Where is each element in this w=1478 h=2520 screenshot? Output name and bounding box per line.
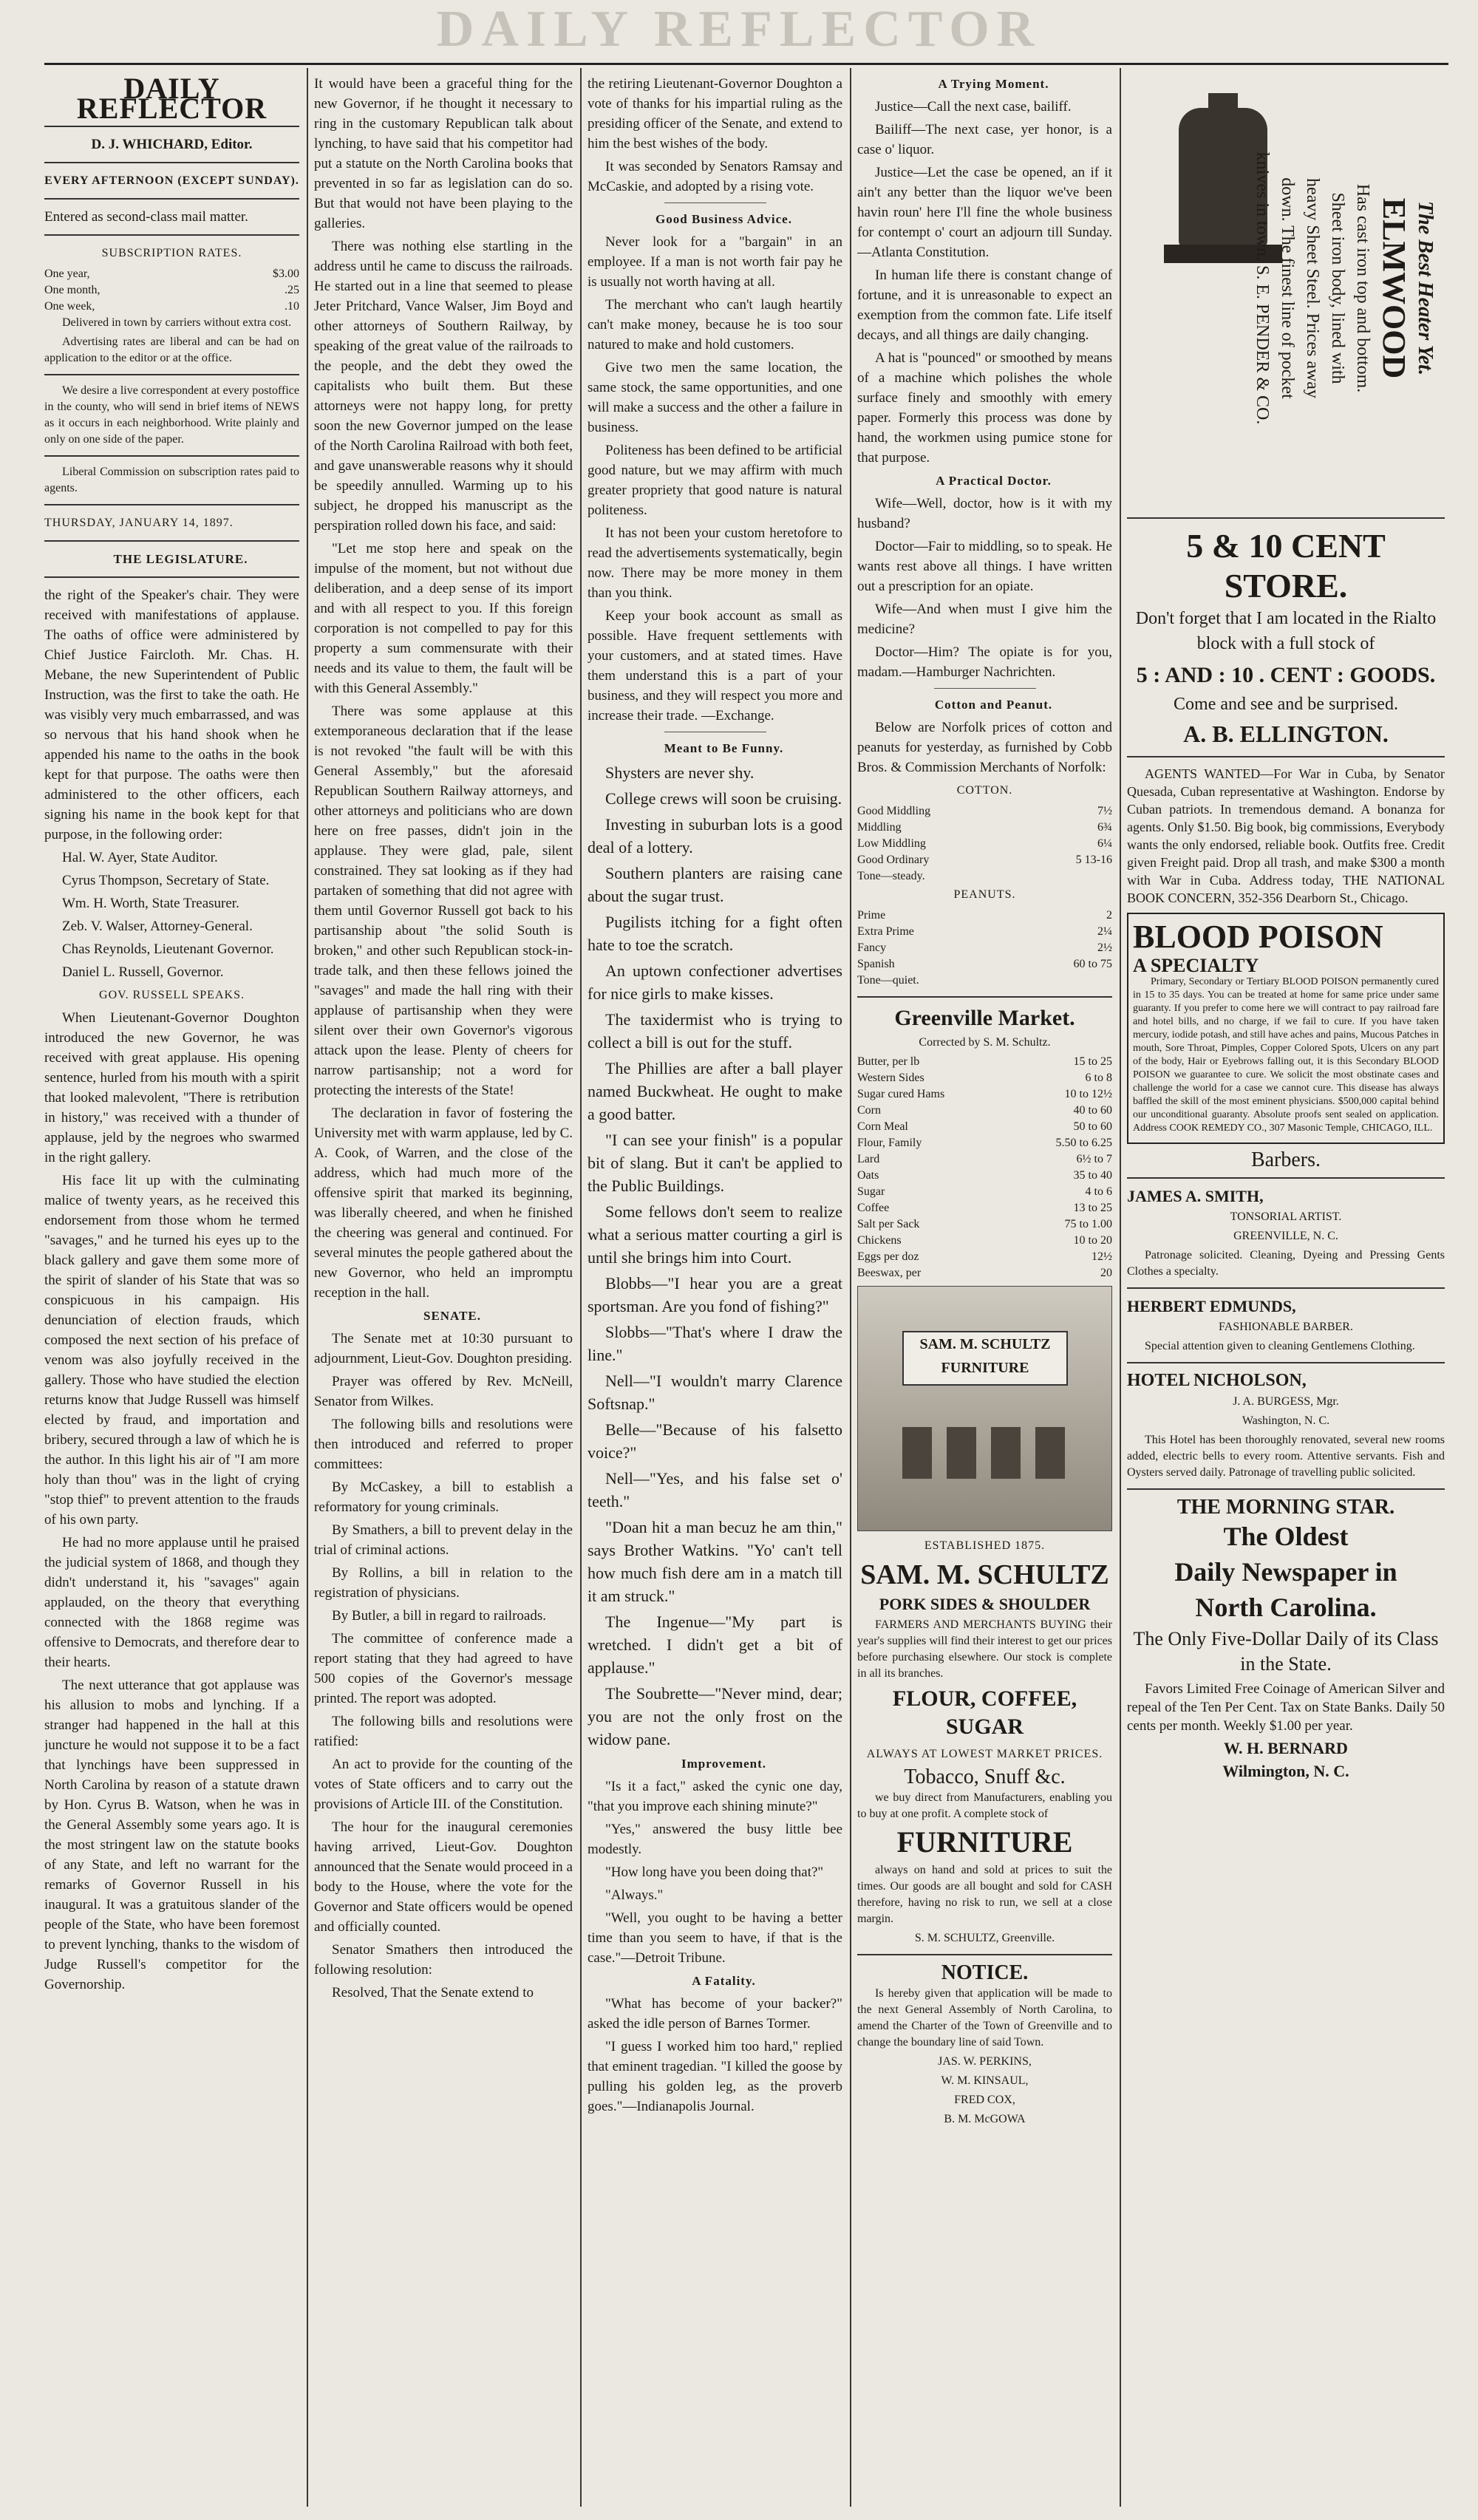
blood-poison-sub: A SPECIALTY: [1133, 955, 1259, 976]
joke: College crews will soon be cruising.: [605, 789, 842, 808]
flour-line: FLOUR, COFFEE, SUGAR: [892, 1686, 1077, 1739]
notice-paragraph: Is hereby given that application will be made to the next General Assembly of North Carolina, to amend the Charter of the Town of Greenville and to change the boundary line of said Town.: [857, 1987, 1112, 2049]
article-paragraph: "I guess I worked him too hard," replied that eminent tragedian. "I killed the goose by pulling his golden leg, as the proverb goes."—Indianapolis Journal.: [588, 2039, 842, 2114]
price-row: Chickens 10 to 20: [857, 1234, 1112, 1247]
paper-title: DAILY REFLECTOR: [76, 74, 268, 125]
elmwood-line: Sheet iron body, lined with: [1328, 192, 1347, 384]
edmunds-name: HERBERT EDMUNDS,: [1127, 1297, 1296, 1315]
price-row: Sugar cured Hams 10 to 12½: [857, 1088, 1112, 1100]
rate-row: One year, $3.00: [44, 268, 299, 280]
price-row: Butter, per lb 15 to 25: [857, 1055, 1112, 1068]
hotel-paragraph: This Hotel has been thoroughly renovated, several new rooms added, electric bells to every room. Attentive servants. Fish and Oysters served daily. Patronage of travelling public solicited.: [1127, 1434, 1445, 1479]
price-row: Corn 40 to 60: [857, 1104, 1112, 1117]
article-paragraph: The following bills and resolutions were then introduced and referred to proper committees:: [314, 1417, 573, 1472]
article-paragraph: The declaration in favor of fostering the University met with warm applause, led by C. A. Cook, of Warren, and the close of the address, which had much more of the offensive spirit that marked its beginning, was liberally cheered, and when he finished the cheering was general and continued. For several minutes the people gathered about the new Governor, who held an impromptu reception in the hall.: [314, 1106, 573, 1301]
advice-paragraph: Never look for a "bargain" in an employee. If a man is not worth fair pay he is usually not worth having at all.: [588, 234, 842, 290]
subscription-heading: SUBSCRIPTION RATES.: [101, 247, 242, 259]
article-paragraph: the retiring Lieutenant-Governor Doughton a vote of thanks for his impartial ruling as the presiding officer of the Senate, and extend to him the best wishes of the body.: [588, 76, 842, 151]
article-paragraph: "Let me stop here and speak on the impulse of the moment, but not without due deliberation, and a deep sense of its import and with all respect to you. If this foreign corporation is not compelled to pay for this property a sum commensurate with their needs and its value to them, the fault will be with this General Assembly.": [314, 541, 573, 696]
joke: Slobbs—"That's where I draw the line.": [588, 1323, 842, 1364]
divider: [857, 996, 1112, 998]
article-paragraph: Bailiff—The next case, yer honor, is a case o' liquor.: [857, 122, 1112, 157]
price-row: Prime 2: [857, 909, 1112, 922]
star-only: The Only Five-Dollar Daily of its Class in the State.: [1133, 1628, 1439, 1675]
smith-paragraph: Patronage solicited. Cleaning, Dyeing and Pressing Gents Clothes a specialty.: [1127, 1249, 1445, 1278]
entered-line: Entered as second-class mail matter.: [44, 209, 248, 225]
article-paragraph: An act to provide for the counting of the votes of State officers and to carry out the provisions of Article III. of the Constitution.: [314, 1757, 573, 1812]
column-rule: [850, 68, 851, 2507]
building-window: [902, 1427, 932, 1479]
article-paragraph: Prayer was offered by Rev. McNeill, Senator from Wilkes.: [314, 1374, 573, 1409]
schultz-sub: PORK SIDES & SHOULDER: [879, 1595, 1091, 1613]
officer-line: Chas Reynolds, Lieutenant Governor.: [62, 941, 274, 957]
divider: [1127, 517, 1445, 519]
article-paragraph: the right of the Speaker's chair. They were received with manifestations of applause. The oaths of office were administered by Chief Justice Faircloth. Mr. Chas. H. Mebane, the new Superintendent of Public Instruction, was the first to take the oath. He was visibly very much embarrassed, and was so nervous that his hand shook when he appended his name to the oaths in the book kept for that purpose. The oaths were then administered to the other officers, each signing his name in the book kept for that purpose, in the following order:: [44, 588, 299, 842]
notice-signature: FRED COX,: [954, 2094, 1015, 2106]
price-row: Lard 6½ to 7: [857, 1153, 1112, 1165]
divider: [934, 688, 1036, 689]
tobacco-line: Tobacco, Snuff &c.: [904, 1765, 1066, 1788]
elmwood-line: heavy Sheet Steel. Prices away: [1303, 178, 1322, 398]
joke: Nell—"Yes, and his false set o' teeth.": [588, 1469, 842, 1511]
article-paragraph: Doctor—Fair to middling, so to speak. He wants rest above all things. I have written out a prescription for an opiate.: [857, 539, 1112, 594]
edmunds-sub: FASHIONABLE BARBER.: [1219, 1321, 1353, 1333]
market-heading: Greenville Market.: [894, 1006, 1075, 1030]
price-row: Beeswax, per 20: [857, 1267, 1112, 1279]
elmwood-vertical-text: [1253, 74, 1437, 503]
fatality-heading: A Fatality.: [692, 1974, 756, 1988]
price-row: Flour, Family 5.50 to 6.25: [857, 1137, 1112, 1149]
issue-date: THURSDAY, JANUARY 14, 1897.: [44, 517, 234, 529]
market-subheading: Corrected by S. M. Schultz.: [919, 1036, 1051, 1049]
article-paragraph: "Well, you ought to be having a better time than you seem to have, if that is the case."—Detroit Tribune.: [588, 1910, 842, 1966]
furniture-line: FURNITURE: [896, 1825, 1073, 1859]
divider: [44, 126, 299, 127]
article-paragraph: A hat is "pounced" or smoothed by means of a machine which polishes the whole surface finely and smoothly with emery paper. Formerly this process was done by hand, the workmen using pumice stone for that purpose.: [857, 350, 1112, 466]
notice-heading: NOTICE.: [941, 1961, 1029, 1984]
store-paragraph: Don't forget that I am located in the Rialto block with a full stock of: [1135, 609, 1437, 653]
building-window: [947, 1427, 976, 1479]
trying-heading: A Trying Moment.: [938, 77, 1049, 91]
price-row: Salt per Sack 75 to 1.00: [857, 1218, 1112, 1230]
editor-line: D. J. WHICHARD, Editor.: [91, 137, 253, 152]
divider: [1127, 1362, 1445, 1363]
cotton-heading: Cotton and Peanut.: [934, 698, 1053, 712]
store-building-illustration: [857, 1286, 1112, 1531]
cotton-table: [857, 803, 1112, 885]
price-row: Eggs per doz 12½: [857, 1250, 1112, 1263]
article-paragraph: "How long have you been doing that?": [605, 1865, 824, 1880]
divider: [44, 198, 299, 200]
article-paragraph: The next utterance that got applause was his allusion to mobs and lynching. If a stranger had happened in the hall at this juncture he would not suppose it to be a fact that lynchings have been suppressed in North Carolina by reason of a statute drawn by Hon. Cyrus B. Watson, when he was in the General Assembly some years ago. It is the most stringent law on the statute books of any State, and left no warrant for the remarks of Governor Russell in his inaugural. It was a gratuitous slander of the people of the State, who have been foremost to prevent lynching, thanks to the wisdom of Judge Russell's competitor for the Governorship.: [44, 1678, 299, 1992]
store-surprised: Come and see and be surprised.: [1174, 695, 1398, 714]
advice-paragraph: Politeness has been defined to be artificial good nature, but we may affirm with much greater propriety that good nature is natural politeness.: [588, 443, 842, 518]
advice-paragraph: It has not been your custom heretofore to read the advertisements systematically, begin now. There may be more money in them than you think.: [588, 525, 842, 601]
divider: [44, 504, 299, 505]
building-sign-name: SAM. M. SCHULTZ: [919, 1336, 1051, 1352]
price-row: Sugar 4 to 6: [857, 1185, 1112, 1198]
advice-heading: Good Business Advice.: [655, 212, 792, 226]
cotton-subheading: COTTON.: [956, 784, 1013, 797]
advice-paragraph: Keep your book account as small as possible. Have frequent settlements with your customers, and at stated times. Have them understand this is a part of your business, and they will respect you more and increase their trade. —Exchange.: [588, 608, 842, 723]
divider: [664, 202, 766, 203]
article-paragraph: The committee of conference made a report stating that they had agreed to have 500 copies of the Governor's message printed. The report was adopted.: [314, 1631, 573, 1706]
commission-text: Liberal Commission on subscription rates paid to agents.: [44, 466, 299, 494]
joke: Southern planters are raising cane about the sugar trust.: [588, 864, 842, 905]
schultz-name: SAM. M. SCHULTZ: [860, 1559, 1109, 1590]
smith-name: JAMES A. SMITH,: [1127, 1187, 1264, 1205]
smith-sub: TONSORIAL ARTIST.: [1230, 1210, 1342, 1223]
rates-table: [44, 266, 299, 315]
article-paragraph: The following bills and resolutions were ratified:: [314, 1714, 573, 1749]
article-paragraph: Doctor—Him? The opiate is for you, madam.—Hamburger Nachrichten.: [857, 644, 1112, 680]
building-sign: [902, 1331, 1068, 1386]
column-3: [588, 74, 842, 2505]
article-paragraph: There was nothing else startling in the address until he came to discuss the railroads. He started out in a line that seemed to please Jeter Pritchard, Vance Walser, Jim Boyd and other attorneys of Southern Railway, by speaking of the great value of the railroads to the people, and the debt they owed the capitalists who built them. But these attorneys were not happy long, for pretty soon the new Governor jumped on the lease of the North Carolina Railroad with both feet, and gave unanswerable reasons why it should be speedily annulled. Warming up to his subject, he dropped his manuscript as the perspiration rolled down his face, and said:: [314, 239, 573, 534]
officer-line: Zeb. V. Walser, Attorney-General.: [62, 919, 253, 934]
price-row: Spanish 60 to 75: [857, 958, 1112, 970]
star-line: The Oldest: [1223, 1522, 1349, 1551]
article-paragraph: When Lieutenant-Governor Doughton introduced the new Governor, he was received with great applause. His opening sentence, hurled from his mouth with a spirit that looked malevolent, "There is retribution in history," was received with a thunder of applause, jeld by the negroes who swarmed in the right gallery.: [44, 1010, 299, 1165]
joke: "I can see your finish" is a popular bit of slang. But it can't be applied to the Public Buildings.: [588, 1131, 842, 1195]
edmunds-paragraph: Special attention given to cleaning Gentlemens Clothing.: [1145, 1340, 1415, 1352]
agents-wanted-ad: AGENTS WANTED—For War in Cuba, by Senator Quesada, Cuban representative at Washington. Endorse by Cuban patriots. In tremendous demand. A bonanza for agents. Only $1.50. Big book, big commissions, Everybody wants the only endorsed, reliable book. Outfits free. Credit given Freight paid. Drop all trash, and make $300 a month with War in Cuba. Address today, THE NATIONAL BOOK CONCERN, 352-356 Dearborn St., Chicago.: [1127, 766, 1445, 905]
tobacco-paragraph: we buy direct from Manufacturers, enabling you to buy at one profit. A complete stock of: [857, 1791, 1112, 1820]
established-line: ESTABLISHED 1875.: [924, 1539, 1046, 1552]
joke: "Doan hit a man becuz he am thin," says Brother Watkins. "Yo' can't tell how much fish dere am in a match till it am struck.": [588, 1518, 842, 1605]
article-paragraph: By Butler, a bill in regard to railroads.: [332, 1608, 546, 1624]
gov-speaks-heading: GOV. RUSSELL SPEAKS.: [99, 989, 245, 1001]
joke: The Ingenue—"My part is wretched. I didn't get a bit of applause.": [588, 1613, 842, 1677]
notice-signature: B. M. McGOWA: [944, 2113, 1026, 2125]
article-paragraph: By Rollins, a bill in relation to the registration of physicians.: [314, 1565, 573, 1601]
divider: [44, 162, 299, 163]
elmwood-tagline: The Best Heater Yet.: [1414, 201, 1437, 375]
hotel-name: HOTEL NICHOLSON,: [1127, 1371, 1307, 1390]
column-2: [314, 74, 573, 2505]
officer-line: Hal. W. Ayer, State Auditor.: [62, 850, 218, 865]
ellington-name: A. B. ELLINGTON.: [1183, 721, 1389, 747]
article-paragraph: The hour for the inaugural ceremonies having arrived, Lieut-Gov. Doughton announced that the Senate would proceed in a body to the House, where the vote for the Governor and State officers would be opened and officially counted.: [314, 1819, 573, 1935]
article-paragraph: Resolved, That the Senate extend to: [332, 1985, 534, 2000]
store-goods: 5 : AND : 10 . CENT : GOODS.: [1136, 663, 1436, 687]
advice-paragraph: Give two men the same location, the same stock, the same opportunities, and one will make a success and the other a failure in business.: [588, 360, 842, 435]
article-paragraph: Justice—Let the case be opened, an if it ain't any better than the liquor we've been havin roun' here I'll fine the whole business for contempt o' court an adjourn till Sunday.—Atlanta Constitution.: [857, 165, 1112, 260]
officer-line: Daniel L. Russell, Governor.: [62, 964, 224, 980]
article-paragraph: By Smathers, a bill to prevent delay in the trial of criminal actions.: [314, 1522, 573, 1558]
joke: Shysters are never shy.: [605, 763, 755, 782]
building-sign-furniture: FURNITURE: [941, 1360, 1029, 1376]
officer-line: Wm. H. Worth, State Treasurer.: [62, 896, 239, 911]
article-paragraph: It was seconded by Senators Ramsay and McCaskie, and adopted by a rising vote.: [588, 159, 842, 194]
star-heading: THE MORNING STAR.: [1176, 1496, 1395, 1519]
divider: [1127, 756, 1445, 757]
joke: The Soubrette—"Never mind, dear; you are not the only frost on the widow pane.: [588, 1684, 842, 1748]
elmwood-line: down. The finest line of pocket: [1278, 177, 1297, 399]
furniture-paragraph: always on hand and sold at prices to suit the times. Our goods are all bought and sold for CASH therefore, having no risk to run, we sell at a close margin.: [857, 1864, 1112, 1925]
article-paragraph: "Yes," answered the busy little bee modestly.: [588, 1822, 842, 1857]
joke: An uptown confectioner advertises for nice girls to make kisses.: [588, 961, 842, 1003]
elmwood-line: knives in town. S. E. PENDER & CO.: [1253, 151, 1272, 425]
store-heading: 5 & 10 CENT STORE.: [1186, 527, 1386, 605]
price-row: Oats 35 to 40: [857, 1169, 1112, 1182]
rate-row: One month, .25: [44, 284, 299, 296]
column-5: [1127, 74, 1445, 2505]
price-row: Western Sides 6 to 8: [857, 1072, 1112, 1084]
delivered-text: Delivered in town by carriers without extra cost.: [62, 316, 292, 329]
article-paragraph: By McCaskey, a bill to establish a reformatory for young criminals.: [314, 1479, 573, 1515]
notice-signature: W. M. KINSAUL,: [941, 2074, 1029, 2087]
star-signature: W. H. BERNARD: [1224, 1739, 1348, 1757]
funny-heading: Meant to Be Funny.: [664, 741, 784, 755]
top-rule: [44, 63, 1448, 65]
column-rule: [307, 68, 308, 2507]
price-row: Good Middling 7½: [857, 805, 1112, 817]
divider: [44, 374, 299, 375]
price-row: Tone—quiet.: [857, 974, 919, 987]
article-paragraph: Wife—Well, doctor, how is it with my husband?: [857, 496, 1112, 531]
blood-poison-text: Primary, Secondary or Tertiary BLOOD POISON permanently cured in 15 to 35 days. You can be treated at home for same price under same guaranty. If you prefer to come here we will contract to pay railroad fare and hotel bills, and no charge, if we fail to cure. If you have taken mercury, iodide potash, and still have aches and pains, Mucous Patches in mouth, Sore Throat, Pimples, Copper Colored Spots, Ulcers on any part of the body, Hair or Eyebrows falling out, it is this Secondary BLOOD POISON we guarantee to cure. We solicit the most obstinate cases and challenge the world for a case we cannot cure. This disease has always baffled the skill of the most eminent physicians. $500,000 capital behind our unconditional guaranty. Absolute proofs sent sealed on application. Address COOK REMEDY CO., 307 Masonic Temple, CHICAGO, ILL.: [1133, 976, 1439, 1134]
article-paragraph: "Always.": [605, 1887, 664, 1903]
bleed-through-masthead: DAILY REFLECTOR: [436, 1, 1042, 58]
price-row: Low Middling 6¼: [857, 837, 1112, 850]
rate-row: One week, .10: [44, 300, 299, 313]
elmwood-text-block: [1250, 74, 1437, 503]
hotel-location: Washington, N. C.: [1242, 1414, 1330, 1427]
market-table: [857, 1054, 1112, 1281]
joke: Pugilists itching for a fight often hate to toe the scratch.: [588, 913, 842, 954]
article-paragraph: Below are Norfolk prices of cotton and peanuts for yesterday, as furnished by Cobb Bros. & Commission Merchants of Norfolk:: [857, 720, 1112, 775]
star-paragraph: Favors Limited Free Coinage of American Silver and repeal of the Ten Per Cent. Tax on State Banks. Daily 50 cents per month. Weekly $1.00 per year.: [1127, 1681, 1445, 1734]
blood-poison-title: BLOOD POISON: [1133, 919, 1383, 955]
divider: [44, 540, 299, 542]
schultz-paragraph: FARMERS AND MERCHANTS BUYING their year's supplies will find their interest to get our prices before purchasing elsewhere. Our stock is complete in all its branches.: [857, 1618, 1112, 1680]
funny-section: [588, 761, 842, 1751]
blood-poison-ad: [1127, 913, 1445, 1144]
price-row: Extra Prime 2¼: [857, 925, 1112, 938]
peanut-table: [857, 907, 1112, 989]
article-paragraph: In human life there is constant change of fortune, and it is unreasonable to expect an exemption from the common fate. Life itself decays, and all things are daily changing.: [857, 268, 1112, 343]
price-row: Good Ordinary 5 13-16: [857, 854, 1112, 866]
officer-line: Cyrus Thompson, Secretary of State.: [62, 873, 270, 888]
schedule-line: EVERY AFTERNOON (EXCEPT SUNDAY).: [44, 174, 299, 187]
senate-heading: SENATE.: [423, 1309, 481, 1323]
price-row: Middling 6¾: [857, 821, 1112, 834]
price-row: Fancy 2½: [857, 941, 1112, 954]
price-row: Coffee 13 to 25: [857, 1202, 1112, 1214]
joke: Blobbs—"I hear you are a great sportsman. Are you fond of fishing?": [588, 1274, 842, 1315]
legislature-heading: THE LEGISLATURE.: [113, 552, 248, 566]
advice-paragraph: The merchant who can't laugh heartily can't make money, because he is too sour natured to make and hold customers.: [588, 297, 842, 353]
star-location: Wilmington, N. C.: [1222, 1762, 1349, 1780]
article-paragraph: It would have been a graceful thing for the new Governor, if he thought it necessary to ring in the customary Republican talk about lynching, to have said that his competitor had put a statute on the North Carolina books that prevented in so far as legislation can do so. But that would not have been playing to the galleries.: [314, 76, 573, 231]
column-rule: [580, 68, 582, 2507]
smith-location: GREENVILLE, N. C.: [1233, 1230, 1338, 1242]
hotel-manager: J. A. BURGESS, Mgr.: [1233, 1395, 1339, 1408]
divider: [44, 234, 299, 236]
elmwood-ad: [1127, 74, 1445, 510]
improvement-heading: Improvement.: [681, 1757, 767, 1771]
column-rule: [1120, 68, 1121, 2507]
star-line: North Carolina.: [1195, 1593, 1377, 1622]
advertising-text: Advertising rates are liberal and can be had on application to the editor or at the office.: [44, 336, 299, 364]
divider: [44, 455, 299, 457]
correspondent-text: We desire a live correspondent at every postoffice in the county, who will send in brief items of NEWS as it occurs in each neighborhood. Write plainly and only on one side of the paper.: [44, 384, 299, 446]
divider: [857, 1954, 1112, 1955]
joke: The Phillies are after a ball player named Buckwheat. He ought to make a good batter.: [588, 1059, 842, 1123]
elmwood-line: Has cast iron top and bottom.: [1353, 183, 1372, 393]
article-paragraph: There was some applause at this extemporaneous declaration that if the lease is not revoked "the fault will be with this General Assembly," but the aforesaid Republican Southern Railway attorneys, and other attorneys and politicians who are down here on free passes, didn't join in the applause. They were glad, pale, silent constrained. They sat looking as if they had partaken of something that did not agree with them until Governor Russell got back to his partisanship about "the solid South is broken," and other such Republican stock-in-trade talk, and then these fellows joined the "savages" and made the hall ring with their applause of partisanship when they were silent over their own Governor's vigorous attack upon the lease. Plenty of cheers for narrow partisanship; not a word for protecting the interests of the State!: [314, 704, 573, 1098]
divider: [1127, 1177, 1445, 1179]
article-paragraph: Justice—Call the next case, bailiff.: [875, 99, 1072, 115]
column-1: [44, 74, 299, 2505]
building-window: [991, 1427, 1021, 1479]
divider: [1127, 1287, 1445, 1289]
price-row: Tone—steady.: [857, 870, 925, 882]
joke: The taxidermist who is trying to collect a bill is out for the stuff.: [588, 1010, 842, 1052]
article-paragraph: Senator Smathers then introduced the following resolution:: [314, 1942, 573, 1978]
article-paragraph: The Senate met at 10:30 pursuant to adjournment, Lieut-Gov. Doughton presiding.: [314, 1331, 573, 1366]
divider: [1127, 1488, 1445, 1490]
price-row: Corn Meal 50 to 60: [857, 1120, 1112, 1133]
article-paragraph: His face lit up with the culminating malice of twenty years, as he received this endorsement from those whom he termed "savages," and he turned his eyes up to the black gallery and gave them some more of the spirit of slander of his State that was so conspicuous in his campaign. His denunciation of election frauds, which composed the next section of his preface of venom was also joyfully received in the gallery. Those who have studied the election returns know that Judge Russell was himself elected by fraud, and importation and bribery, secured through a law of which he is the author. In this light his air of "I am more holy than thou" was in the light of crying "stop thief" to prevent attention to the frauds of his own party.: [44, 1173, 299, 1528]
article-paragraph: "Is it a fact," asked the cynic one day, "that you improve each shining minute?": [588, 1779, 842, 1814]
furniture-signature: S. M. SCHULTZ, Greenville.: [914, 1932, 1055, 1944]
joke: Investing in suburban lots is a good deal of a lottery.: [588, 815, 842, 857]
peanut-subheading: PEANUTS.: [953, 888, 1016, 901]
doctor-heading: A Practical Doctor.: [936, 474, 1052, 488]
barbers-heading: Barbers.: [1250, 1148, 1321, 1171]
article-paragraph: Wife—And when must I give him the medicine?: [857, 602, 1112, 637]
building-window: [1035, 1427, 1065, 1479]
article-paragraph: "What has become of your backer?" asked the idle person of Barnes Tormer.: [588, 1996, 842, 2032]
star-line: Daily Newspaper in: [1174, 1557, 1397, 1587]
article-paragraph: He had no more applause until he praised the judicial system of 1868, and though they didn't understand it, his "savages" again applauded, on the theory that everything connected with the 1868 regime was offensive to Democrats, and therefore dear to their hearts.: [44, 1535, 299, 1670]
lowest-prices-line: ALWAYS AT LOWEST MARKET PRICES.: [866, 1748, 1103, 1760]
joke: Some fellows don't seem to realize what a serious matter courting a girl is until she brings him into Court.: [588, 1202, 842, 1267]
notice-signature: JAS. W. PERKINS,: [938, 2055, 1032, 2068]
divider: [44, 576, 299, 578]
joke: Nell—"I wouldn't marry Clarence Softsnap.": [588, 1372, 842, 1413]
elmwood-name: ELMWOOD: [1376, 197, 1412, 379]
joke: Belle—"Because of his falsetto voice?": [588, 1420, 842, 1462]
column-4: [857, 74, 1112, 2505]
